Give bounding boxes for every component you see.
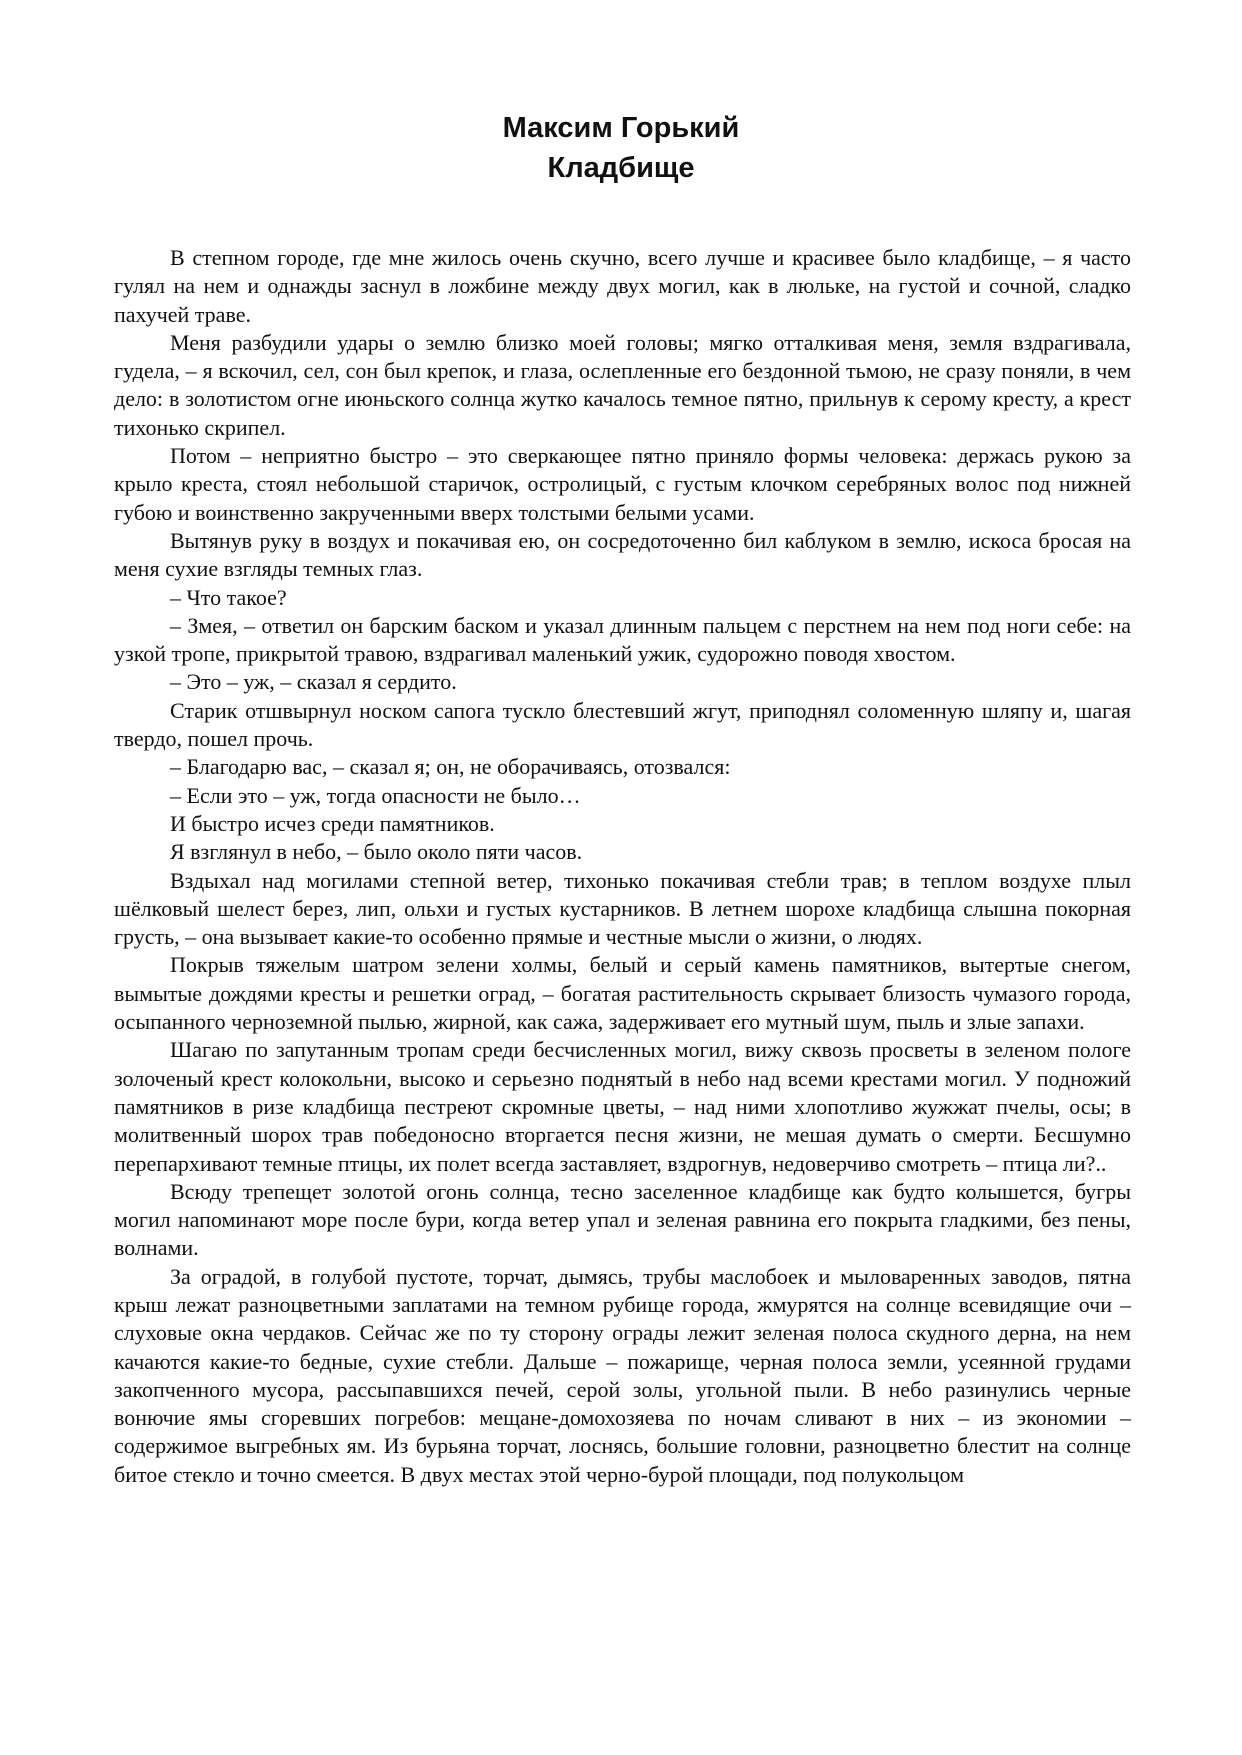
- paragraph: Потом – неприятно быстро – это сверкающее пятно приняло формы человека: держась рукою за крыло креста, стоял небольшой старичок, остролицый, с густым клочком серебряных волос под нижней губою и воинственно закрученными вверх толстыми белыми усами.: [114, 443, 1131, 525]
- title-block: [0, 108, 1242, 188]
- paragraph: Старик отшвырнул носком сапога тускло блестевший жгут, приподнял соломенную шляпу и, шагая твердо, пошел прочь.: [114, 697, 1131, 752]
- paragraph: За оградой, в голубой пустоте, торчат, дымясь, трубы маслобоек и мыловаренных заводов, пятна крыш лежат разноцветными заплатами на темном рубище города, жмурятся на солнце всевидящие очи – слуховые окна чердаков. Сейчас же по ту сторону ограды лежит зеленая полоса скудного дерна, на нем качаются какие-то бедные, сухие стебли. Дальше – пожарище, черная полоса земли, усеянной грудами закопченного мусора, рассыпавшихся печей, серой золы, угольной пыли. В небо разинулись черные вонючие ямы сгоревших погребов: мещане-домохозяева по ночам сливают в них – из экономии – содержимое выгребных ям. Из бурьяна торчат, лоснясь, большие головни, разноцветно блестит на солнце битое стекло и точно смеется. В двух местах этой черно-бурой площади, под полукольцом: [114, 1263, 1131, 1487]
- paragraph: Вздыхал над могилами степной ветер, тихонько покачивая стебли трав; в теплом воздухе плыл шёлковый шелест берез, лип, ольхи и густых кустарников. В летнем шорохе кладбища слышна покорная грусть, – она вызывает какие-то особенно прямые и честные мысли о жизни, о людях.: [114, 867, 1131, 950]
- paragraph: Вытянув руку в воздух и покачивая ею, он сосредоточенно бил каблуком в землю, искоса бросая на меня сухие взгляды темных глаз.: [114, 527, 1131, 582]
- paragraph: Меня разбудили удары о землю близко моей головы; мягко отталкивая меня, земля вздрагивала, гудела, – я вскочил, сел, сон был крепок, и глаза, ослепленные его бездонной тьмою, не сразу поняли, в чем дело: в золотистом огне июньского солнца жутко качалось темное пятно, прильнув к серому кресту, а крест тихонько скрипел.: [114, 329, 1131, 440]
- dialogue-line: – Что такое?: [170, 584, 287, 610]
- paragraph: Я взглянул в небо, – было около пяти часов.: [170, 839, 583, 865]
- paragraph: В степном городе, где мне жилось очень скучно, всего лучше и красивее было кладбище, – я часто гулял на нем и однажды заснул в ложбине между двух могил, как в люльке, на густой и сочной, сладко пахучей траве.: [114, 245, 1131, 327]
- body-text: [114, 244, 1131, 1489]
- paragraph: Покрыв тяжелым шатром зелени холмы, белый и серый камень памятников, вытертые снегом, вымытые дождями кресты и решетки оград, – богатая растительность скрывает близость чумазого города, осыпанного черноземной пылью, жирной, как сажа, задерживает его мутный шум, пыль и злые запахи.: [114, 952, 1131, 1035]
- story-title: Кладбище: [547, 152, 695, 184]
- author-name: Максим Горький: [502, 112, 740, 144]
- paragraph: Всюду трепещет золотой огонь солнца, тесно заселенное кладбище как будто колышется, бугры могил напоминают море после бури, когда ветер упал и зеленая равнина его покрыта гладкими, без пены, волнами.: [114, 1178, 1131, 1261]
- dialogue-line: – Если это – уж, тогда опасности не было…: [170, 782, 581, 808]
- dialogue-line: – Благодарю вас, – сказал я; он, не оборачиваясь, отозвался:: [170, 754, 731, 780]
- paragraph: И быстро исчез среди памятников.: [170, 810, 495, 836]
- dialogue-line: – Это – уж, – сказал я сердито.: [170, 669, 457, 695]
- dialogue-line: – Змея, – ответил он барским баском и указал длинным пальцем с перстнем на нем под ноги себе: на узкой тропе, прикрытой травою, вздрагивал маленький ужик, судорожно поводя хвостом.: [114, 612, 1131, 667]
- paragraph: Шагаю по запутанным тропам среди бесчисленных могил, вижу сквозь просветы в зеленом пологе золоченый крест колокольни, высоко и серьезно поднятый в небо над всеми крестами могил. У подножий памятников в ризе кладбища пестреют скромные цветы, – над ними хлопотливо жужжат пчелы, осы; в молитвенный шорох трав победоносно вторгается песня жизни, не мешая думать о смерти. Бесшумно перепархивают темные птицы, их полет всегда заставляет, вздрогнув, недоверчиво смотреть – птица ли?..: [114, 1037, 1131, 1176]
